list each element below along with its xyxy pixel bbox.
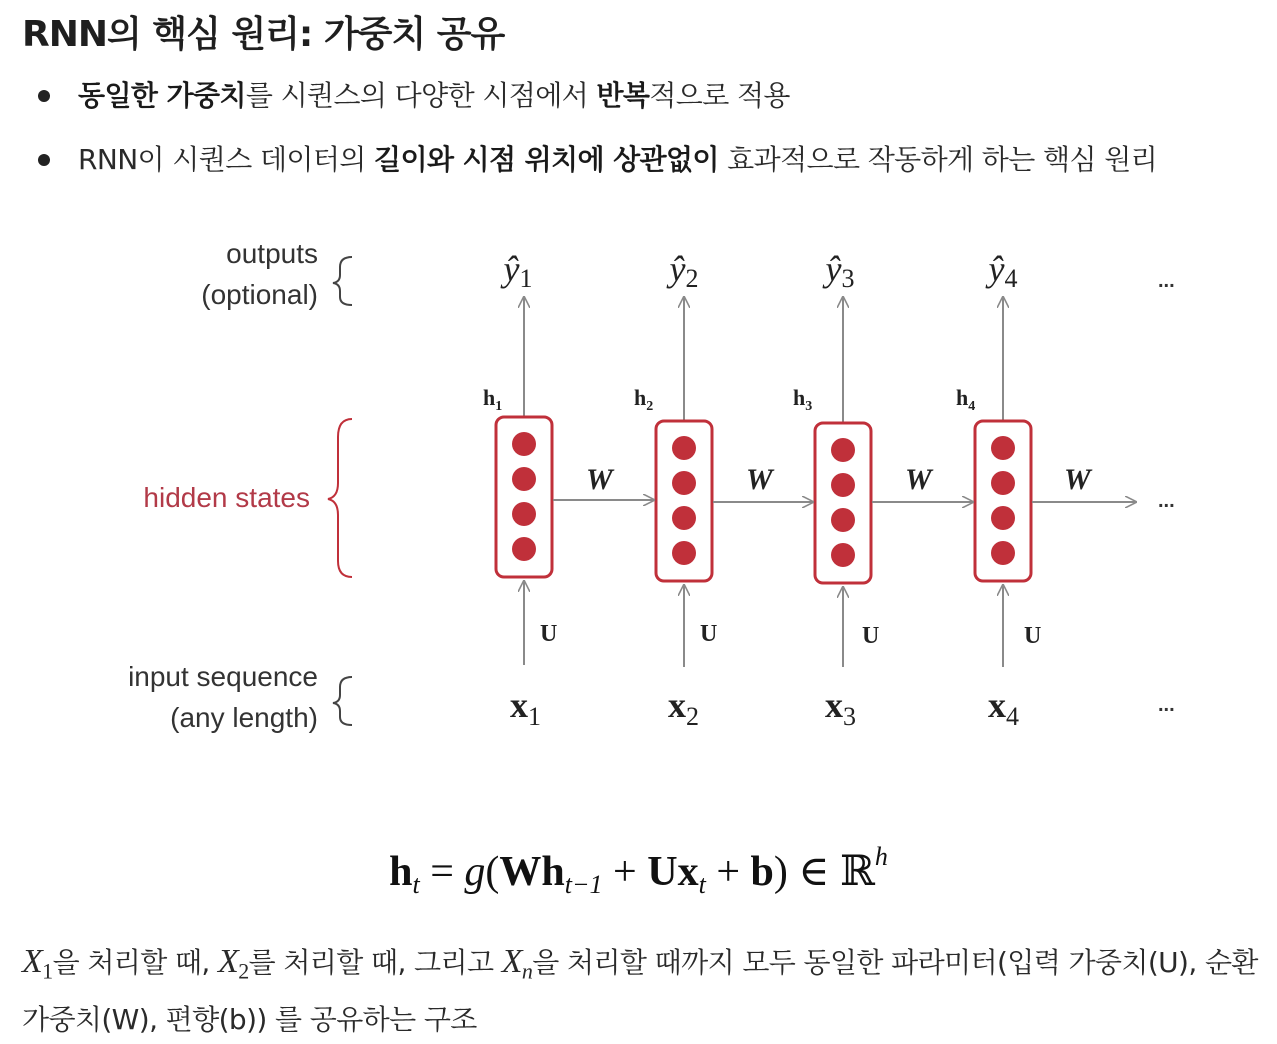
- input-x1: $x_1$: [510, 685, 541, 731]
- hidden-states-brace-icon: [328, 419, 352, 577]
- neuron-dot-icon: [991, 541, 1015, 565]
- neuron-dot-icon: [831, 438, 855, 462]
- bold-text: 길이와 시점 위치에 상관없이: [374, 143, 719, 176]
- ellipsis-inputs: ...: [1158, 694, 1175, 716]
- outputs-optional-label: (optional): [201, 279, 318, 310]
- time-step-2: [634, 249, 717, 731]
- neuron-dot-icon: [991, 436, 1015, 460]
- neuron-dot-icon: [672, 471, 696, 495]
- output-y1: ŷ1: [503, 249, 533, 293]
- input-x3: $x_3$: [825, 685, 856, 731]
- outputs-label: outputs: [226, 238, 318, 269]
- neuron-dot-icon: [672, 541, 696, 565]
- neuron-dot-icon: [512, 432, 536, 456]
- time-step-4: [956, 249, 1041, 731]
- hidden-label-h2: $h_2$: [634, 385, 654, 414]
- neuron-dot-icon: [512, 537, 536, 561]
- bullet-item: [0, 136, 1157, 200]
- weight-u-label: U: [540, 621, 558, 647]
- input-x2: $x_2$: [668, 685, 699, 731]
- ellipsis-hidden: ...: [1158, 490, 1175, 512]
- weight-u-label: U: [700, 621, 718, 647]
- rnn-formula: $h_t = g(Wh_{t-1} + Ux_t + b)$ ∈ ℝ$^h$: [389, 842, 888, 899]
- bullet-item: [0, 72, 1157, 136]
- ellipsis-outputs: ...: [1158, 270, 1175, 292]
- bold-text: 반복: [596, 79, 650, 112]
- hidden-label-h4: $h_4$: [956, 385, 976, 414]
- neuron-dot-icon: [512, 467, 536, 491]
- weight-u-label: U: [862, 623, 880, 649]
- hidden-states-label: hidden states: [143, 482, 310, 513]
- text: 효과적으로 작동하게 하는 핵심 원리: [718, 143, 1158, 176]
- input-length-label: (any length): [170, 702, 318, 733]
- output-y2: ŷ2: [669, 249, 699, 293]
- description-paragraph: $X_1$을 처리할 때, $X_2$를 처리할 때, 그리고 $X_n$을 처리할 때까지 모두 동일한 파라미터(입력 가중치(U), 순환 가중치(W), 편향(b)) 를 공유하는 구조: [22, 943, 1258, 1036]
- bold-text: 동일한 가중치: [78, 79, 246, 112]
- weight-w-label: W: [586, 463, 613, 496]
- weight-u-label: U: [1024, 623, 1042, 649]
- time-step-3: [793, 249, 879, 731]
- neuron-dot-icon: [831, 508, 855, 532]
- hidden-label-h1: $h_1$: [483, 385, 503, 414]
- bullet-dot-icon: [38, 154, 50, 166]
- time-step-1: [483, 249, 557, 731]
- neuron-dot-icon: [672, 506, 696, 530]
- neuron-dot-icon: [831, 543, 855, 567]
- hidden-label-h3: $h_3$: [793, 385, 813, 414]
- text: 를 시퀀스의 다양한 시점에서: [245, 79, 597, 112]
- outputs-brace-icon: [333, 257, 352, 305]
- output-y3: ŷ3: [825, 249, 855, 293]
- text: 적으로 적용: [649, 79, 790, 112]
- input-sequence-label: input sequence: [128, 661, 318, 692]
- rnn-diagram: [0, 215, 1277, 755]
- neuron-dot-icon: [991, 506, 1015, 530]
- input-x4: $x_4$: [988, 685, 1019, 731]
- bullet-dot-icon: [38, 90, 50, 102]
- text: RNN이 시퀀스 데이터의: [78, 143, 375, 176]
- neuron-dot-icon: [512, 502, 536, 526]
- input-brace-icon: [333, 677, 352, 725]
- output-y4: ŷ4: [988, 249, 1018, 293]
- neuron-dot-icon: [831, 473, 855, 497]
- weight-w-label: W: [746, 463, 773, 496]
- neuron-dot-icon: [672, 436, 696, 460]
- weight-w-label: W: [1064, 463, 1091, 496]
- weight-w-label: W: [905, 463, 932, 496]
- page-title: RNN의 핵심 원리: 가중치 공유: [22, 14, 505, 55]
- bullet-list: [0, 72, 1157, 200]
- neuron-dot-icon: [991, 471, 1015, 495]
